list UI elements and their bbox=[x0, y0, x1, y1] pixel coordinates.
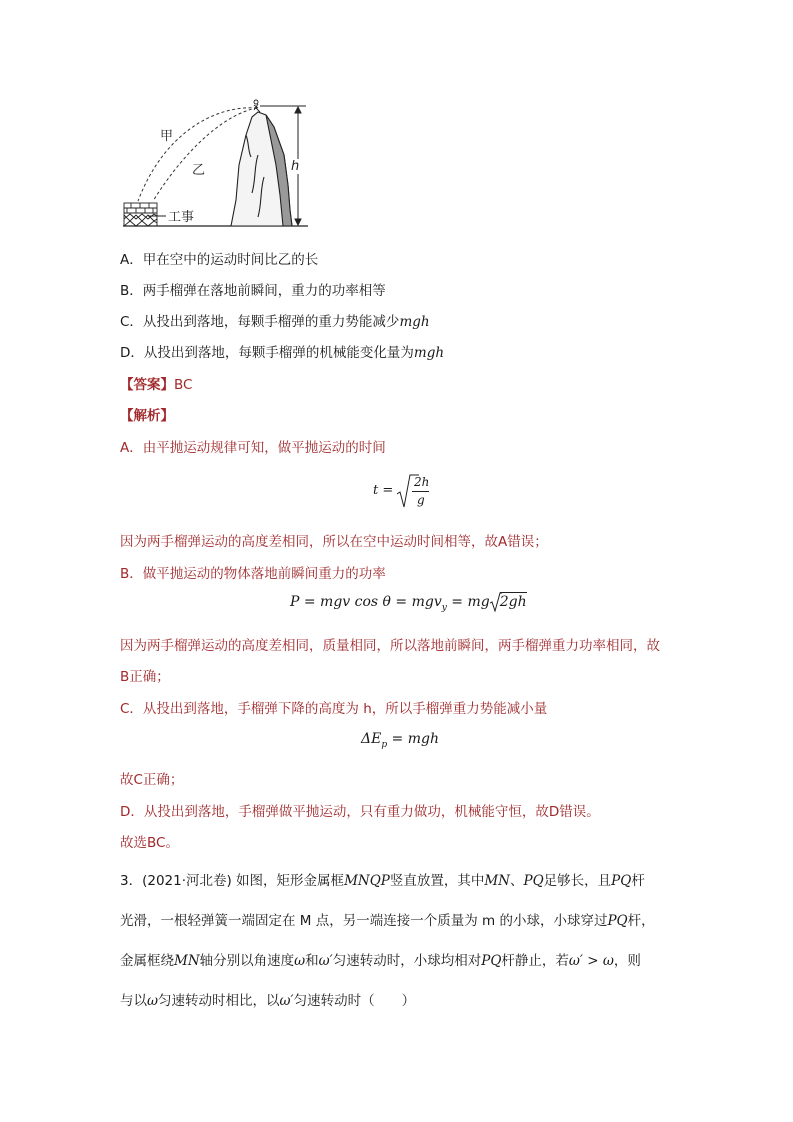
formula-energy-delta: ΔE bbox=[361, 731, 382, 747]
option-a-text: A．甲在空中的运动时间比乙的长 bbox=[120, 252, 319, 268]
fraction-bar bbox=[412, 491, 429, 492]
option-d-text: D．从投出到落地，每颗手榴弹的机械能变化量为 bbox=[120, 345, 414, 361]
q3-math: MN bbox=[174, 953, 200, 969]
projectile-figure bbox=[118, 95, 318, 235]
q3-text: 杆静止，若 bbox=[501, 953, 569, 969]
option-c-math: mgh bbox=[399, 314, 430, 330]
option-a bbox=[120, 248, 318, 268]
label-bunker: 工事 bbox=[168, 210, 195, 225]
analysis-b2: 因为两手榴弹运动的高度差相同，质量相同，所以落地前瞬间，两手榴弹重力功率相同，故 bbox=[120, 638, 660, 654]
option-b-text: B．两手榴弹在落地前瞬间，重力的功率相等 bbox=[120, 283, 386, 299]
q3-text: 光滑，一根轻弹簧一端固定在 M 点，另一端连接一个质量为 m 的小球，小球穿过 bbox=[120, 913, 608, 929]
thrower-icon bbox=[254, 100, 260, 112]
formula-time-num: 2h bbox=[414, 475, 430, 489]
analysis-b1: B．做平抛运动的物体落地前瞬间重力的功率 bbox=[120, 566, 386, 582]
q3-text: 匀速转动时相比，以 bbox=[158, 993, 280, 1009]
option-d-math: mgh bbox=[413, 345, 445, 361]
q3-text: 竖直放置，其中 bbox=[389, 873, 485, 889]
q3-text: ，则 bbox=[613, 953, 641, 969]
q3-text: 足够长，且 bbox=[543, 873, 612, 889]
analysis-a1: A．由平抛运动规律可知，做平抛运动的时间 bbox=[120, 440, 386, 456]
analysis-tag: 【解析】 bbox=[120, 408, 174, 424]
formula-energy-rhs: = mgh bbox=[387, 731, 439, 747]
analysis-c1: C．从投出到落地，手榴弹下降的高度为 h，所以手榴弹重力势能减小量 bbox=[120, 701, 548, 717]
q3-text: 轴分别以角速度 bbox=[199, 953, 295, 969]
label-jia: 甲 bbox=[160, 129, 174, 144]
analysis-c2: 故C正确； bbox=[120, 772, 184, 788]
formula-energy bbox=[361, 731, 439, 750]
q3-text: 杆， bbox=[627, 913, 655, 929]
q3-math: PQ bbox=[523, 873, 544, 889]
formula-energy-sub: p bbox=[381, 739, 388, 750]
q3-math: PQ bbox=[481, 953, 502, 969]
option-d bbox=[120, 341, 444, 361]
label-h: h bbox=[291, 159, 300, 174]
option-b bbox=[120, 279, 386, 299]
formula-power-sub: y bbox=[441, 602, 447, 613]
q3-line3 bbox=[120, 949, 641, 969]
q3-math: ω bbox=[294, 953, 306, 969]
analysis-conclusion: 故选BC。 bbox=[120, 835, 179, 851]
q3-math: PQ bbox=[607, 913, 628, 929]
analysis-d1: D．从投出到落地，手榴弹做平抛运动，只有重力做功，机械能守恒，故D错误。 bbox=[120, 804, 600, 820]
formula-power-mid: = mg bbox=[446, 594, 490, 610]
answer-tag: 【答案】 bbox=[120, 377, 174, 393]
answer bbox=[120, 373, 192, 393]
q3-text: 3．(2021·河北卷) 如图，矩形金属框 bbox=[120, 873, 345, 889]
q3-text: 金属框绕 bbox=[120, 953, 174, 969]
q3-text: 杆 bbox=[631, 873, 645, 889]
q3-math: MN bbox=[484, 873, 510, 889]
q3-text: 、 bbox=[510, 873, 524, 889]
q3-math: ω bbox=[147, 993, 159, 1009]
formula-power-radicand: 2gh bbox=[499, 594, 527, 610]
q3-line2 bbox=[120, 909, 655, 929]
q3-text: 和 bbox=[305, 953, 319, 969]
q3-text: 匀速转动时，小球均相对 bbox=[332, 953, 482, 969]
q3-line1 bbox=[120, 869, 645, 889]
analysis-a2: 因为两手榴弹运动的高度差相同，所以在空中运动时间相等，故A错误； bbox=[120, 534, 548, 550]
label-yi: 乙 bbox=[192, 163, 206, 178]
q3-math: MNQP bbox=[344, 873, 390, 889]
bunker bbox=[124, 203, 157, 226]
answer-value: BC bbox=[174, 377, 193, 393]
formula-power bbox=[290, 594, 527, 613]
analysis-b3: B正确； bbox=[120, 669, 170, 685]
option-c bbox=[120, 310, 430, 330]
q3-math: ω′ bbox=[318, 953, 333, 969]
q3-text: 匀速转动时（ ） bbox=[293, 993, 416, 1009]
q3-math: ω′ > ω bbox=[568, 953, 614, 969]
q3-line4 bbox=[120, 989, 415, 1009]
rock bbox=[231, 112, 292, 226]
q3-math: ω′ bbox=[279, 993, 294, 1009]
figure-drawing bbox=[118, 95, 318, 235]
q3-text: 与以 bbox=[120, 993, 147, 1009]
formula-power-main: P = mgv cos θ = mgv bbox=[290, 594, 442, 610]
formula-time-lhs: t = bbox=[373, 483, 394, 498]
option-c-text: C．从投出到落地，每颗手榴弹的重力势能减少 bbox=[120, 314, 400, 330]
formula-time-den: g bbox=[417, 493, 425, 507]
q3-math: PQ bbox=[611, 873, 632, 889]
